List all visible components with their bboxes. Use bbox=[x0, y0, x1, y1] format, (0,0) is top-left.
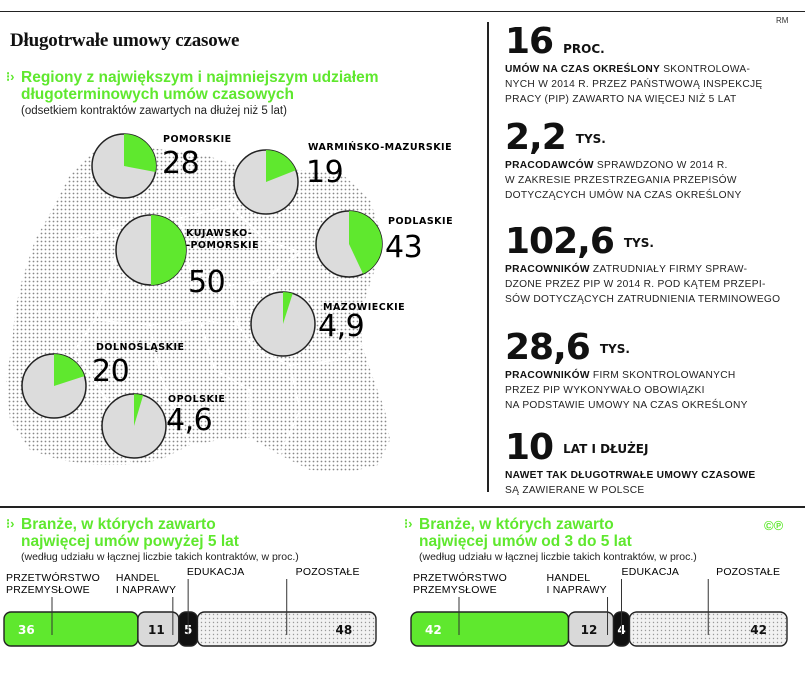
map-chart bbox=[0, 120, 480, 505]
bar-left-heading bbox=[21, 516, 239, 550]
bar-category-label: PRZETWÓRSTWO bbox=[413, 572, 507, 584]
region-name: MAZOWIECKIE bbox=[323, 302, 406, 313]
stat-lead: PRACODAWCÓW bbox=[505, 160, 594, 171]
bar-right-heading-line1: Branże, w których zawarto bbox=[419, 516, 614, 533]
section-divider bbox=[0, 506, 805, 508]
stat-headline bbox=[505, 428, 790, 468]
bar-category-label: I NAPRAWY bbox=[115, 584, 177, 596]
stat-unit: TYS. bbox=[599, 342, 630, 356]
bar-left-subheading: (według udziału w łącznej liczbie takich kontraktów, w proc.) bbox=[21, 551, 299, 563]
stat-line: SÓW DOTYCZĄCYCH ZATRUDNIENIA TERMINOWEGO bbox=[505, 294, 781, 305]
bar-value-label: 11 bbox=[148, 623, 165, 637]
stat-line: NYCH W 2014 R. PRZEZ PAŃSTWOWĄ INSPEKCJĘ bbox=[505, 79, 763, 90]
bar-category-label: HANDEL bbox=[115, 572, 160, 584]
bar-category-label: PRZEMYSŁOWE bbox=[413, 584, 497, 596]
map-heading bbox=[21, 69, 378, 103]
stat-number: 16 bbox=[505, 21, 554, 62]
stat-lead: PRACOWNIKÓW bbox=[505, 370, 590, 381]
bar-right-marker-icon: ⁝› bbox=[404, 516, 413, 531]
map-heading-line2: długoterminowych umów czasowych bbox=[21, 86, 295, 103]
stat-number: 10 bbox=[505, 427, 554, 468]
stat-description bbox=[505, 158, 790, 203]
bar-category-label: HANDEL bbox=[546, 572, 591, 584]
stat-number: 28,6 bbox=[505, 327, 590, 368]
bar-category-label: EDUKACJA bbox=[186, 566, 245, 578]
bar-category-label: I NAPRAWY bbox=[546, 584, 607, 596]
stat-line: DOTYCZĄCYCH UMÓW NA CZAS OKREŚLONY bbox=[505, 190, 742, 201]
stat-block bbox=[505, 428, 790, 498]
bar-value-label: 36 bbox=[18, 623, 35, 637]
stat-line: NA PODSTAWIE UMOWY NA CZAS OKREŚLONY bbox=[505, 400, 748, 411]
stat-block bbox=[505, 328, 790, 413]
stat-block bbox=[505, 22, 790, 107]
stat-block bbox=[505, 118, 790, 203]
stat-line: SĄ ZAWIERANE W POLSCE bbox=[505, 485, 645, 496]
copyright-mark: ©℗ bbox=[764, 518, 784, 533]
region-value: 4,6 bbox=[166, 403, 213, 438]
stat-line: PRACY (PIP) ZAWARTO NA WIĘCEJ NIŻ 5 LAT bbox=[505, 94, 737, 105]
stat-line: W ZAKRESIE PRZESTRZEGANIA PRZEPISÓW bbox=[505, 175, 737, 186]
stat-unit: PROC. bbox=[563, 42, 605, 56]
bar-category-label: PRZEMYSŁOWE bbox=[6, 584, 90, 596]
bar-value-label: 48 bbox=[335, 623, 353, 637]
stat-headline bbox=[505, 328, 790, 368]
stat-line: PRZEZ PIP WYKONYWAŁO OBOWIĄZKI bbox=[505, 385, 705, 396]
region-value: 20 bbox=[92, 354, 130, 389]
stat-line: ZATRUDNIAŁY FIRMY SPRAW- bbox=[589, 264, 748, 275]
bar-left-heading-line2: najwięcej umów powyżej 5 lat bbox=[21, 533, 239, 550]
page-title: Długotrwałe umowy czasowe bbox=[10, 30, 240, 51]
bar-right-heading bbox=[419, 516, 632, 550]
bar-category-label: EDUKACJA bbox=[621, 566, 680, 578]
bar-value-label: 42 bbox=[750, 623, 767, 637]
section-marker-icon: ⁝› bbox=[6, 69, 15, 84]
stat-description bbox=[505, 262, 790, 307]
bar-value-label: 4 bbox=[617, 623, 626, 637]
stat-unit: TYS. bbox=[575, 132, 606, 146]
region-name: KUJAWSKO- bbox=[186, 228, 253, 239]
map-heading-line1: Regiony z największym i najmniejszym udziałem bbox=[21, 69, 379, 86]
bar-right-heading-line2: najwięcej umów od 3 do 5 lat bbox=[419, 533, 632, 550]
region-value: 28 bbox=[162, 146, 200, 181]
stacked-bars-chart bbox=[0, 565, 805, 675]
map-subheading: (odsetkiem kontraktów zawartych na dłużej niż 5 lat) bbox=[21, 105, 287, 117]
stat-number: 102,6 bbox=[505, 221, 614, 262]
stat-description bbox=[505, 468, 790, 498]
stat-number: 2,2 bbox=[505, 117, 566, 158]
stat-headline bbox=[505, 222, 790, 262]
bar-left-marker-icon: ⁝› bbox=[6, 516, 15, 531]
region-name: POMORSKIE bbox=[163, 134, 232, 145]
stat-description bbox=[505, 62, 790, 107]
region-value: 43 bbox=[385, 230, 423, 265]
stat-unit: LAT I DŁUŻEJ bbox=[563, 442, 649, 456]
stat-line: SKONTROLOWA- bbox=[660, 64, 751, 75]
stat-lead: NAWET TAK DŁUGOTRWAŁE UMOWY CZASOWE bbox=[505, 470, 756, 481]
stat-headline bbox=[505, 118, 790, 158]
stat-line: DZONE PRZEZ PIP W 2014 R. POD KĄTEM PRZEPI- bbox=[505, 279, 766, 290]
stat-headline bbox=[505, 22, 790, 62]
stat-line: FIRM SKONTROLOWANYCH bbox=[589, 370, 736, 381]
region-value: 50 bbox=[188, 265, 226, 300]
bar-category-label: POZOSTAŁE bbox=[295, 566, 360, 578]
column-divider bbox=[487, 22, 489, 492]
stat-line: SPRAWDZONO W 2014 R. bbox=[593, 160, 728, 171]
region-name: OPOLSKIE bbox=[168, 394, 226, 405]
region-name: PODLASKIE bbox=[388, 216, 454, 227]
stat-block bbox=[505, 222, 790, 307]
stat-description bbox=[505, 368, 790, 413]
pie-slice bbox=[124, 134, 156, 172]
region-name: WARMIŃSKO-MAZURSKIE bbox=[308, 142, 453, 153]
bar-category-label: PRZETWÓRSTWO bbox=[6, 572, 100, 584]
region-value: 19 bbox=[306, 155, 344, 190]
bar-value-label: 42 bbox=[425, 623, 442, 637]
region-name: DOLNOŚLĄSKIE bbox=[96, 342, 185, 353]
bar-right-subheading: (według udziału w łącznej liczbie takich kontraktów, w proc.) bbox=[419, 551, 697, 563]
bar-category-label: POZOSTAŁE bbox=[716, 566, 781, 578]
bar-value-label: 5 bbox=[183, 623, 193, 637]
stat-unit: TYS. bbox=[623, 236, 654, 250]
region-value: 4,9 bbox=[318, 309, 365, 344]
stat-lead: UMÓW NA CZAS OKREŚLONY bbox=[505, 64, 661, 75]
author-mark: RM bbox=[776, 16, 789, 25]
bar-left-heading-line1: Branże, w których zawarto bbox=[21, 516, 216, 533]
region-name: -POMORSKIE bbox=[186, 240, 260, 251]
stat-lead: PRACOWNIKÓW bbox=[505, 264, 590, 275]
top-rule bbox=[0, 11, 805, 12]
bar-value-label: 12 bbox=[580, 623, 598, 637]
